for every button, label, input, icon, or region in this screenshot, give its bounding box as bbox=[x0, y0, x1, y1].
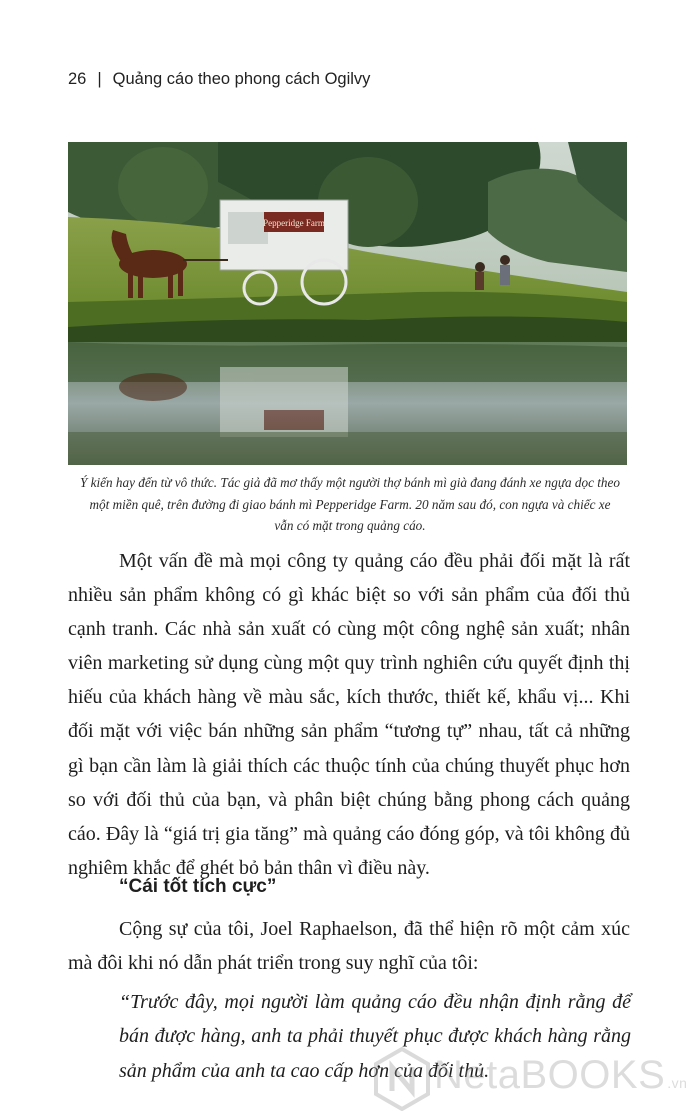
page-number: 26 bbox=[68, 70, 87, 88]
body-paragraph-1: Một vấn đề mà mọi công ty quảng cáo đều phải đối mặt là rất nhiều sản phẩm không có gì khác biệt so với sản phẩm của đối thủ cạnh tranh. Các nhà sản xuất có cùng một công nghệ sản xuất; nhân viên marketing sử dụng cùng một quy trình nghiên cứu quyết định thị hiếu của khách hàng về màu sắc, kích thước, thiết kế, khẩu vị... Khi đối mặt với việc bán những sản phẩm “tương tự” nhau, tất cả những gì bạn cần làm là giải thích các thuộc tính của chúng thuyết phục hơn so với đối thủ của bạn, và phân biệt chúng bằng phong cách quảng cáo. Đây là “giá trị gia tăng” mà quảng cáo đóng góp, và tôi không đủ nghiêm khắc để ghét bỏ bản thân vì điều này. bbox=[68, 550, 630, 879]
body-paragraph-2: Cộng sự của tôi, Joel Raphaelson, đã thể hiện rõ một cảm xúc mà đôi khi nó dẫn phát triển trong suy nghĩ của tôi: bbox=[68, 918, 630, 975]
watermark-brand: NetaBOOKS bbox=[434, 1053, 666, 1097]
figure-photo bbox=[68, 142, 627, 465]
cart-sign-text: Pepperidge Farm bbox=[263, 218, 325, 228]
header-separator: | bbox=[97, 70, 102, 88]
block-quote: “Trước đây, mọi người làm quảng cáo đều nhận định rằng để bán được hàng, anh ta phải thuyết phục được khách hàng rằng sản phẩm của anh ta cao cấp hơn của đối thủ. bbox=[119, 991, 631, 1082]
watermark-tld: .vn bbox=[667, 1075, 688, 1091]
section-heading: “Cái tốt tích cực” bbox=[119, 876, 277, 897]
running-title: Quảng cáo theo phong cách Ogilvy bbox=[112, 70, 371, 88]
figure-caption: Ý kiến hay đến từ vô thức. Tác giả đã mơ thấy một người thợ bánh mì già đang đánh xe ngựa dọc theo một miền quê, trên đường đi giao bánh mì Pepperidge Farm. 20 năm sau đó, con ngựa và chiếc xe vẫn có mặt trong quảng cáo. bbox=[80, 475, 620, 533]
horse-cart-photo bbox=[68, 142, 627, 465]
running-header bbox=[68, 70, 370, 89]
